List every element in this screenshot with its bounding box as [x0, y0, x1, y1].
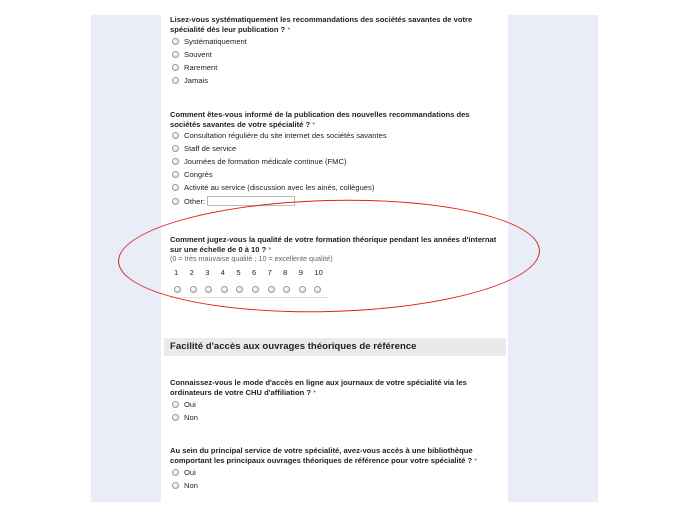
required-mark: *: [313, 387, 317, 397]
required-mark: *: [312, 119, 316, 129]
scale-label: 4: [220, 268, 226, 277]
question-title: Connaissez-vous le mode d'accès en ligne aux journaux de votre spécialité via les ordinateurs de votre CHU d'affiliation ? *: [170, 378, 467, 397]
scale-label: 10: [314, 268, 323, 277]
radio-option-other[interactable]: Other:: [172, 196, 295, 206]
radio-option[interactable]: Journées de formation médicale continue (FMC): [172, 157, 347, 166]
radio-button[interactable]: [172, 184, 179, 191]
radio-option[interactable]: Non: [172, 413, 198, 422]
question-library-access: [170, 446, 510, 465]
radio-option[interactable]: Staff de service: [172, 144, 236, 153]
scale-label: 1: [174, 268, 179, 277]
scale-label: 2: [189, 268, 194, 277]
question-help-text: (0 = très mauvaise qualité ; 10 = excellente qualité): [170, 254, 333, 264]
radio-button[interactable]: [172, 414, 179, 421]
radio-option[interactable]: Jamais: [172, 76, 208, 85]
radio-button[interactable]: [172, 198, 179, 205]
radio-button[interactable]: [172, 469, 179, 476]
radio-option[interactable]: Oui: [172, 468, 196, 477]
radio-option[interactable]: Non: [172, 481, 198, 490]
radio-button[interactable]: [172, 132, 179, 139]
question-reading-recommendations: [170, 15, 510, 34]
question-title: Comment jugez-vous la qualité de votre formation théorique pendant les années d'internat sur une échelle de 0 à 10 ? *: [170, 235, 497, 254]
radio-option[interactable]: Systématiquement: [172, 37, 247, 46]
radio-option[interactable]: Oui: [172, 400, 196, 409]
radio-button[interactable]: [172, 51, 179, 58]
radio-option[interactable]: Souvent: [172, 50, 212, 59]
question-online-access: [170, 378, 510, 397]
radio-button[interactable]: [172, 401, 179, 408]
radio-option[interactable]: Congrès: [172, 170, 213, 179]
required-mark: *: [474, 455, 478, 465]
radio-button[interactable]: [172, 482, 179, 489]
question-title: Lisez-vous systématiquement les recommandations des sociétés savantes de votre spécialité dès leur publication ? *: [170, 15, 473, 34]
radio-button[interactable]: [172, 145, 179, 152]
question-information-source: [170, 110, 510, 129]
question-title: Comment êtes-vous informé de la publication des nouvelles recommandations des sociétés savantes de votre spécialité ? *: [170, 110, 470, 129]
scale-label: 8: [283, 268, 288, 277]
radio-button[interactable]: [172, 64, 179, 71]
radio-option[interactable]: Activité au service (discussion avec les ainés, collègues): [172, 183, 374, 192]
required-mark: *: [287, 24, 291, 34]
radio-button[interactable]: [172, 171, 179, 178]
required-mark: *: [268, 244, 272, 254]
section-header: Facilité d'accès aux ouvrages théoriques de référence: [164, 338, 506, 356]
scale-label: 5: [236, 268, 241, 277]
radio-option[interactable]: Consultation régulière du site internet des sociétés savantes: [172, 131, 387, 140]
question-title: Au sein du principal service de votre spécialité, avez-vous accès à une bibliothèque comportant les principaux ouvrages théoriques de référence pour votre spécialité ? *: [170, 446, 478, 465]
radio-button[interactable]: [172, 158, 179, 165]
scale-label: 6: [251, 268, 257, 277]
scale-label: 3: [205, 268, 210, 277]
radio-option[interactable]: Rarement: [172, 63, 217, 72]
radio-button[interactable]: [172, 77, 179, 84]
scale-label: 7: [267, 268, 272, 277]
scale-label: 9: [298, 268, 303, 277]
radio-button[interactable]: [172, 38, 179, 45]
